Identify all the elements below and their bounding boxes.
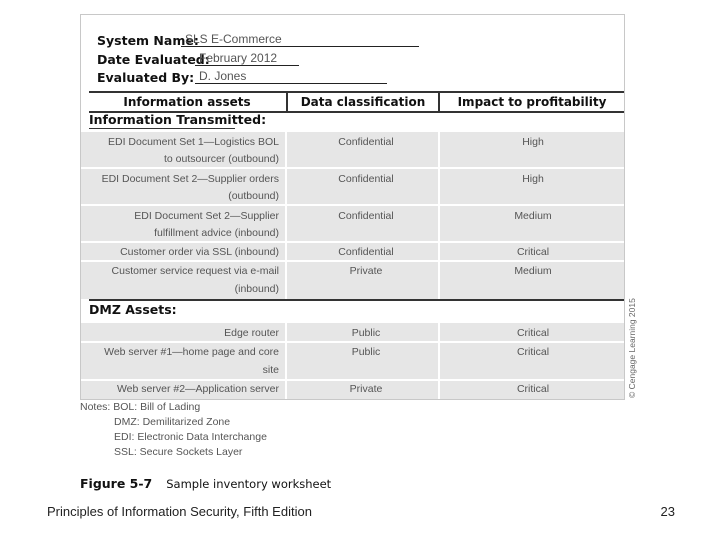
classification-value: Confidential [338,210,394,222]
impact-value: Medium [514,265,552,277]
section-title-dmz-assets: DMZ Assets: [89,302,177,317]
system-name-value: SLS E-Commerce [181,32,419,47]
figure-caption [80,476,331,491]
note-line: DMZ: Demilitarized Zone [114,416,231,428]
classification-value: Public [351,327,381,339]
column-header-assets: Information assets [123,95,251,109]
section-title-information-transmitted: Information Transmitted: [89,112,267,127]
impact-value: Medium [514,210,552,222]
classification-value: Confidential [338,136,394,148]
impact-value: High [522,136,544,148]
classification-value: Confidential [338,173,394,185]
asset-name: Customer service request via e-mail [111,265,279,277]
impact-value: Critical [516,383,550,395]
asset-name: site [262,364,279,376]
section-divider-rule [89,299,624,301]
note-line: EDI: Electronic Data Interchange [114,431,267,443]
figure-caption-text: Sample inventory worksheet [166,477,332,491]
classification-value: Private [349,265,383,277]
date-evaluated-label: Date Evaluated: [97,52,210,67]
asset-name: Edge router [224,327,279,339]
asset-name: EDI Document Set 2—Supplier orders [101,173,279,185]
footer-book-title: Principles of Information Security, Fifth Edition [47,504,312,519]
date-evaluated-value: February 2012 [195,51,299,66]
classification-value: Confidential [338,246,394,258]
classification-value: Public [351,346,381,358]
impact-value: Critical [516,246,550,258]
asset-name: Web server #1—home page and core [104,346,279,358]
asset-name: (outbound) [228,190,279,202]
asset-name: Web server #2—Application server [116,383,279,395]
inventory-worksheet [80,14,625,400]
system-name-label: System Name: [97,33,199,48]
asset-name: Customer order via SSL (inbound) [120,246,279,258]
evaluated-by-value: D. Jones [195,69,387,84]
column-header-impact: Impact to profitability [457,95,607,109]
note-line: SSL: Secure Sockets Layer [114,446,243,458]
asset-name: EDI Document Set 2—Supplier [134,210,279,222]
note-line: Notes: BOL: Bill of Lading [80,401,201,413]
classification-value: Private [349,383,383,395]
impact-value: Critical [516,346,550,358]
impact-value: High [522,173,544,185]
page-number: 23 [660,504,675,519]
notes-block [80,400,267,460]
impact-value: Critical [516,327,550,339]
asset-name: to outsourcer (outbound) [164,153,279,165]
asset-name: EDI Document Set 1—Logistics BOL [108,136,279,148]
asset-name: (inbound) [234,283,279,295]
column-header-classification: Data classification [300,95,426,109]
evaluated-by-label: Evaluated By: [97,70,195,85]
figure-number: Figure 5-7 [80,476,153,491]
copyright-notice: © Cengage Learning 2015 [627,298,637,398]
asset-name: fulfillment advice (inbound) [154,227,279,239]
section-title-underline [89,128,235,129]
